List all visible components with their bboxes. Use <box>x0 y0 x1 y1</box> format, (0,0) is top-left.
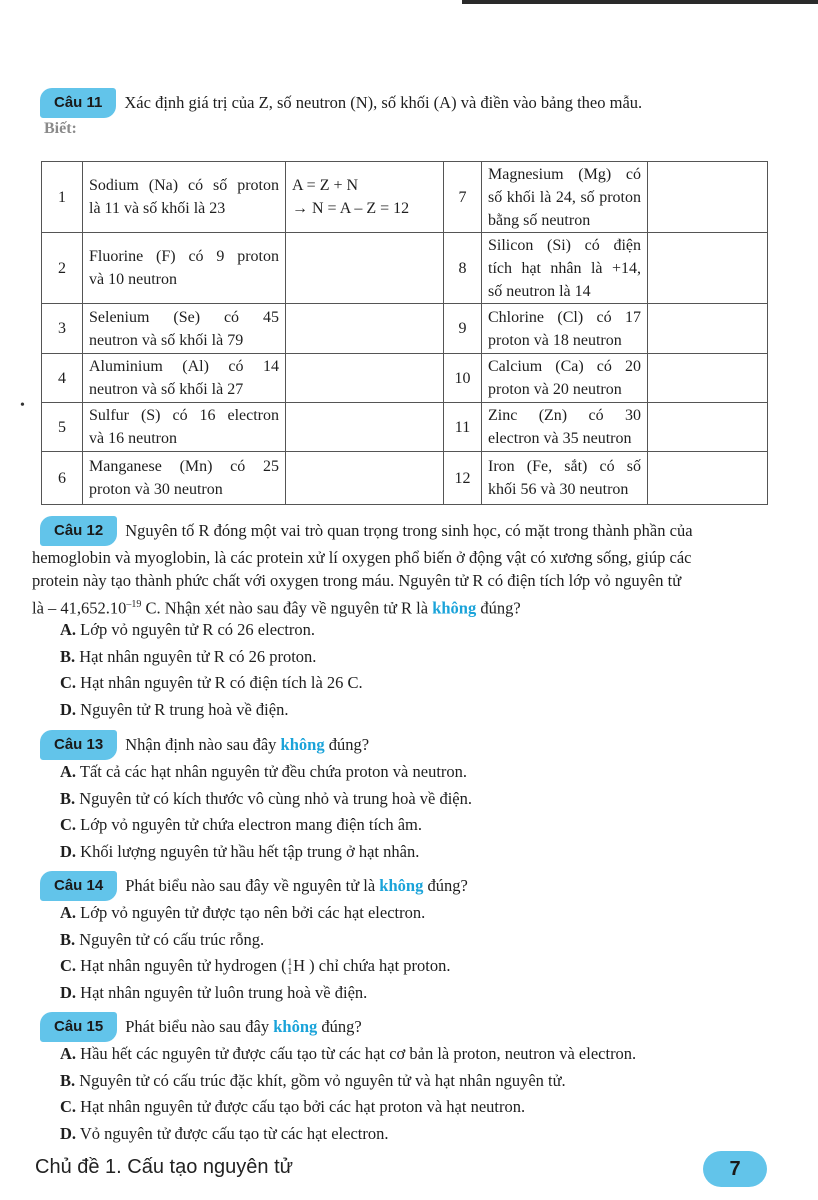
element-description <box>482 233 648 304</box>
option-text: Hầu hết các nguyên tử được cấu tạo từ các hạt cơ bản là proton, neutron và electron. <box>80 1044 637 1063</box>
question-11 <box>40 88 780 118</box>
q15-options <box>60 1041 780 1147</box>
cell-line: Manganese (Mn) có 25 <box>89 458 279 475</box>
row-number: 7 <box>444 162 482 233</box>
answer-cell <box>286 304 444 354</box>
cell-line: Sodium (Na) có số proton <box>89 177 279 194</box>
nuclide-indices <box>288 958 293 976</box>
element-description <box>482 452 648 505</box>
option-d <box>60 839 780 866</box>
atomic-number: 1 <box>287 966 293 977</box>
table-row <box>42 354 768 403</box>
answer-cell <box>648 233 768 304</box>
element-description <box>83 403 286 452</box>
option-letter: D. <box>60 982 77 1002</box>
option-letter: A. <box>60 762 77 781</box>
question-13 <box>40 730 780 760</box>
cell-line: Calcium (Ca) có 20 <box>488 358 641 375</box>
answer-cell <box>648 403 768 452</box>
option-text: Hạt nhân nguyên tử R có 26 proton. <box>79 646 317 666</box>
option-text: Khối lượng nguyên tử hầu hết tập trung ở hạt nhân. <box>80 841 420 861</box>
element-description <box>482 403 648 452</box>
option-letter: D. <box>60 1123 77 1143</box>
option-a <box>60 759 780 786</box>
cell-line: neutron và số khối là 79 <box>89 331 244 349</box>
cell-line: proton và 18 neutron <box>488 331 622 349</box>
cell-line: Iron (Fe, sắt) có số <box>488 458 641 475</box>
table-row <box>42 403 768 452</box>
cell-line: neutron và số khối là 27 <box>89 381 244 398</box>
option-c <box>60 670 780 697</box>
question-text: Phát biểu nào sau đây về nguyên tử là <box>125 876 380 895</box>
element-description <box>482 304 648 354</box>
cell-line: tích hạt nhân là +14, <box>488 259 641 277</box>
option-a <box>60 1041 780 1068</box>
element-description <box>482 354 648 403</box>
q12-line-4-post: đúng? <box>476 598 521 617</box>
cell-line: Zinc (Zn) có 30 <box>488 407 641 424</box>
q12-line-2: hemoglobin và myoglobin, là các protein xử lí oxygen phổ biến ở động vật có xương sống, giúp các <box>32 547 692 567</box>
question-badge: Câu 12 <box>40 516 117 546</box>
answer-cell <box>648 304 768 354</box>
option-letter: A. <box>60 1044 77 1063</box>
option-letter: C. <box>60 1097 77 1117</box>
negation-highlight: không <box>273 1017 318 1036</box>
q13-options <box>60 759 780 865</box>
option-letter: B. <box>60 788 76 808</box>
option-letter: C. <box>60 956 77 976</box>
option-a <box>60 617 780 644</box>
top-rule <box>462 0 818 4</box>
cell-line: bằng số neutron <box>488 211 591 229</box>
option-letter: B. <box>60 646 76 666</box>
option-letter: B. <box>60 929 76 949</box>
q14-options <box>60 900 780 1006</box>
option-b <box>60 786 780 813</box>
option-text: Nguyên tử có cấu trúc rỗng. <box>79 929 265 949</box>
question-text-end: đúng? <box>423 876 468 895</box>
option-letter: C. <box>60 815 77 835</box>
element-table <box>41 161 768 505</box>
answer-cell <box>648 354 768 403</box>
option-text: Vỏ nguyên tử được cấu tạo từ các hạt electron. <box>79 1123 389 1143</box>
cell-line: Selenium (Se) có 45 <box>89 308 279 326</box>
option-text: Nguyên tử có kích thước vô cùng nhỏ và trung hoà về điện. <box>79 788 472 808</box>
row-number: 4 <box>42 354 83 403</box>
cell-line: A = Z + N <box>292 177 359 194</box>
row-number: 1 <box>42 162 83 233</box>
option-c <box>60 812 780 839</box>
table-row <box>42 233 768 304</box>
option-letter: B. <box>60 1070 76 1090</box>
row-number: 3 <box>42 304 83 354</box>
chapter-title: Chủ đề 1. Cấu tạo nguyên tử <box>35 1156 294 1178</box>
q12-line-1: Nguyên tố R đóng một vai trò quan trọng trong sinh học, có mặt trong thành phần của <box>125 521 693 540</box>
option-letter: D. <box>60 841 77 861</box>
option-text: Lớp vỏ nguyên tử R có 26 electron. <box>80 620 316 639</box>
row-number: 9 <box>444 304 482 354</box>
cell-line: Magnesium (Mg) có <box>488 165 641 183</box>
row-number: 11 <box>444 403 482 452</box>
question-text: Phát biểu nào sau đây <box>125 1017 274 1036</box>
cell-line: khối 56 và 30 neutron <box>488 481 629 498</box>
option-letter: D. <box>60 699 77 719</box>
table-row <box>42 304 768 354</box>
given-label: Biết: <box>44 120 77 137</box>
option-b <box>60 1068 780 1095</box>
option-letter: A. <box>60 620 77 639</box>
cell-line: Chlorine (Cl) có 17 <box>488 308 641 326</box>
row-number: 10 <box>444 354 482 403</box>
exponent: –19 <box>126 598 142 610</box>
question-text-end: đúng? <box>317 1017 362 1036</box>
option-text: Hạt nhân nguyên tử được cấu tạo bởi các hạt proton và hạt neutron. <box>80 1097 526 1117</box>
element-description <box>482 162 648 233</box>
cell-line: proton và 20 neutron <box>488 381 622 398</box>
option-d <box>60 1121 780 1148</box>
negation-highlight: không <box>280 735 325 754</box>
option-b <box>60 644 780 671</box>
q12-line-4-pre: là – 41,652.10 <box>32 598 127 617</box>
option-b <box>60 927 780 954</box>
question-badge: Câu 11 <box>40 88 116 118</box>
table-row <box>42 162 768 233</box>
option-text: Nguyên tử có cấu trúc đặc khít, gồm vỏ nguyên tử và hạt nhân nguyên tử. <box>79 1070 566 1090</box>
answer-cell <box>286 403 444 452</box>
row-number: 6 <box>42 452 83 505</box>
negation-highlight: không <box>432 598 477 617</box>
element-description <box>83 304 286 354</box>
cell-line: và 16 neutron <box>89 430 177 447</box>
cell-line: là 11 và số khối là 23 <box>89 200 226 217</box>
negation-highlight: không <box>379 876 424 895</box>
page-number: 7 <box>703 1151 767 1187</box>
option-d <box>60 697 780 724</box>
question-badge: Câu 14 <box>40 871 117 901</box>
answer-cell <box>286 452 444 505</box>
option-text: Hạt nhân nguyên tử R có điện tích là 26 C. <box>80 673 363 693</box>
cell-line: proton và 30 neutron <box>89 481 223 498</box>
answer-cell <box>648 162 768 233</box>
element-description <box>83 354 286 403</box>
option-c <box>60 953 780 980</box>
row-number: 12 <box>444 452 482 505</box>
question-badge: Câu 15 <box>40 1012 117 1042</box>
answer-cell <box>286 162 444 233</box>
question-15 <box>40 1012 780 1042</box>
answer-cell <box>286 233 444 304</box>
question-14 <box>40 871 780 901</box>
margin-dot: • <box>20 398 25 413</box>
cell-line: → N = A – Z = 12 <box>292 200 410 217</box>
option-a <box>60 900 780 927</box>
element-symbol: H <box>293 956 306 976</box>
element-description <box>83 162 286 233</box>
option-c <box>60 1094 780 1121</box>
cell-line: Silicon (Si) có điện <box>488 236 641 254</box>
row-number: 5 <box>42 403 83 452</box>
row-number: 8 <box>444 233 482 304</box>
question-12 <box>32 516 785 620</box>
row-number: 2 <box>42 233 83 304</box>
cell-line: Aluminium (Al) có 14 <box>89 358 279 375</box>
cell-line: số khối là 24, số proton <box>488 188 641 206</box>
table-row <box>42 452 768 505</box>
question-text: Xác định giá trị của Z, số neutron (N), số khối (A) và điền vào bảng theo mẫu. <box>124 93 643 112</box>
answer-cell <box>286 354 444 403</box>
cell-line: Sulfur (S) có 16 electron <box>89 407 279 424</box>
option-d <box>60 980 780 1007</box>
element-description <box>83 233 286 304</box>
mass-number: 1 <box>287 957 293 968</box>
q12-line-4-mid: C. Nhận xét nào sau đây về nguyên tử R là <box>141 598 433 617</box>
option-text: Nguyên tử R trung hoà về điện. <box>80 699 289 719</box>
q12-options <box>60 617 780 723</box>
option-text-end: ) chỉ chứa hạt proton. <box>309 956 451 976</box>
cell-line: và 10 neutron <box>89 271 177 288</box>
element-description <box>83 452 286 505</box>
cell-line: Fluorine (F) có 9 proton <box>89 248 279 265</box>
option-text: Lớp vỏ nguyên tử được tạo nên bởi các hạt electron. <box>80 903 426 922</box>
option-text: Tất cả các hạt nhân nguyên tử đều chứa proton và neutron. <box>79 762 468 781</box>
cell-line: electron và 35 neutron <box>488 430 632 447</box>
cell-line: số neutron là 14 <box>488 282 591 300</box>
option-letter: A. <box>60 903 77 922</box>
q12-line-3: protein này tạo thành phức chất với oxygen trong máu. Nguyên tử R có điện tích lớp vỏ nguyên tử <box>32 571 682 590</box>
question-text-end: đúng? <box>324 735 370 754</box>
option-text: Lớp vỏ nguyên tử chứa electron mang điện tích âm. <box>80 815 423 835</box>
option-text: Hạt nhân nguyên tử luôn trung hoà về điện. <box>80 982 368 1002</box>
option-text: Hạt nhân nguyên tử hydrogen ( <box>80 956 287 976</box>
question-text: Nhận định nào sau đây <box>125 735 281 754</box>
answer-cell <box>648 452 768 505</box>
question-badge: Câu 13 <box>40 730 117 760</box>
option-letter: C. <box>60 673 77 693</box>
